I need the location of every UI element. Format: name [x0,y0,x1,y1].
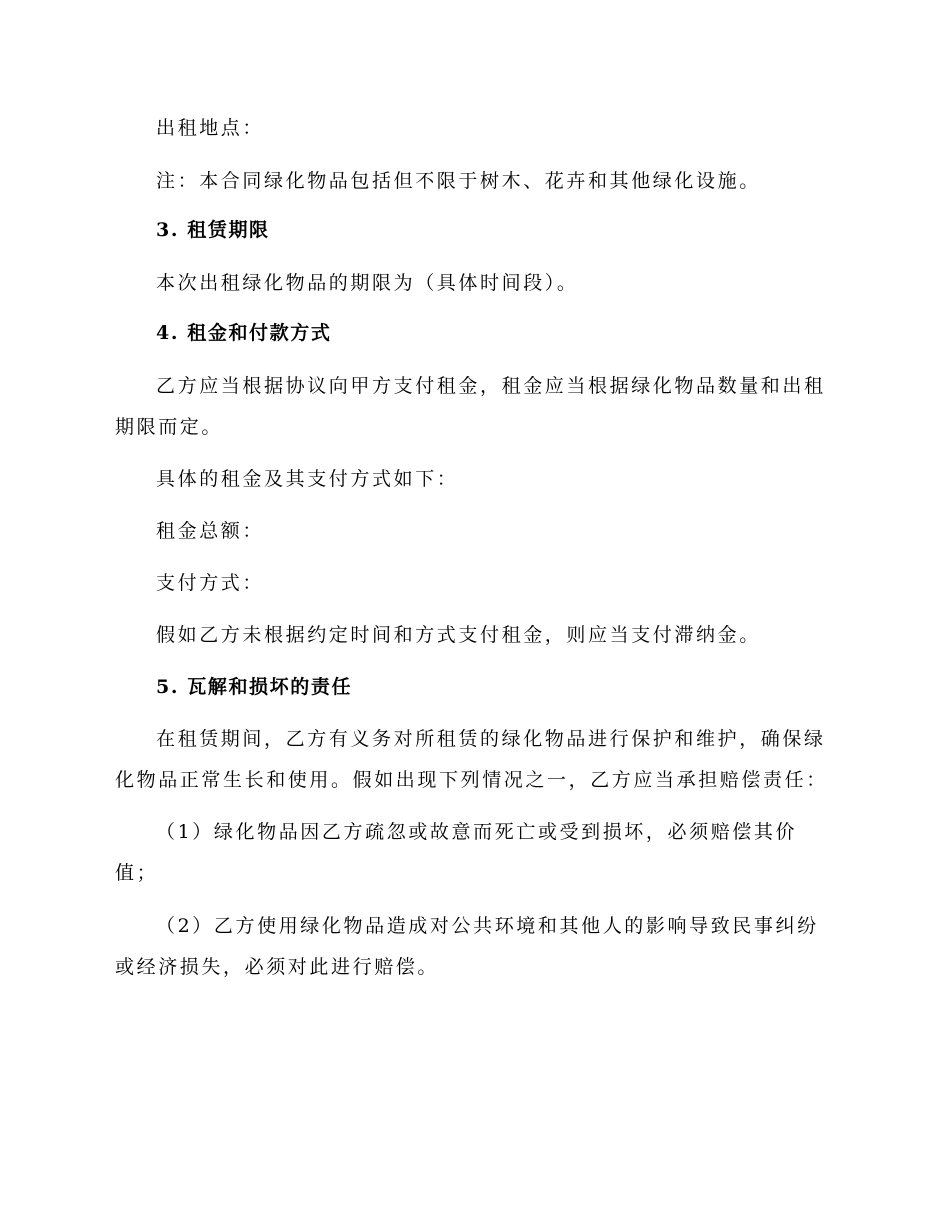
late-fee-paragraph: 假如乙方未根据约定时间和方式支付租金，则应当支付滞纳金。 [156,624,761,646]
liability-item-2-line-1: （2）乙方使用绿化物品造成对公共环境和其他人的影响导致民事纠纷 [156,915,819,937]
rent-paragraph-line-2: 期限而定。 [115,416,224,438]
rent-total-label: 租金总额： [156,520,265,542]
liability-item-2-line-2: 或经济损失，必须对此进行赔偿。 [115,956,440,978]
section-heading-rent-payment: 4. 租金和付款方式 [156,322,332,344]
lease-term-paragraph: 本次出租绿化物品的期限为（具体时间段）。 [156,272,579,294]
liability-paragraph-line-2: 化物品正常生长和使用。假如出现下列情况之一，乙方应当承担赔偿责任： [115,769,828,791]
section-heading-lease-term: 3. 租赁期限 [156,219,270,241]
note-paragraph: 注：本合同绿化物品包括但不限于树木、花卉和其他绿化设施。 [156,170,761,192]
liability-item-1-line-1: （1）绿化物品因乙方疏忽或故意而死亡或受到损坏，必须赔偿其价 [156,821,798,843]
rent-paragraph-line-1: 乙方应当根据协议向甲方支付租金，租金应当根据绿化物品数量和出租 [156,375,826,397]
liability-item-1-line-2: 值； [115,862,159,884]
rental-location-label: 出租地点： [156,117,265,139]
rent-details-intro: 具体的租金及其支付方式如下： [156,468,459,490]
liability-paragraph-line-1: 在租赁期间，乙方有义务对所租赁的绿化物品进行保护和维护，确保绿 [156,728,826,750]
payment-method-label: 支付方式： [156,572,265,594]
section-heading-damage-liability: 5. 瓦解和损坏的责任 [156,676,353,698]
